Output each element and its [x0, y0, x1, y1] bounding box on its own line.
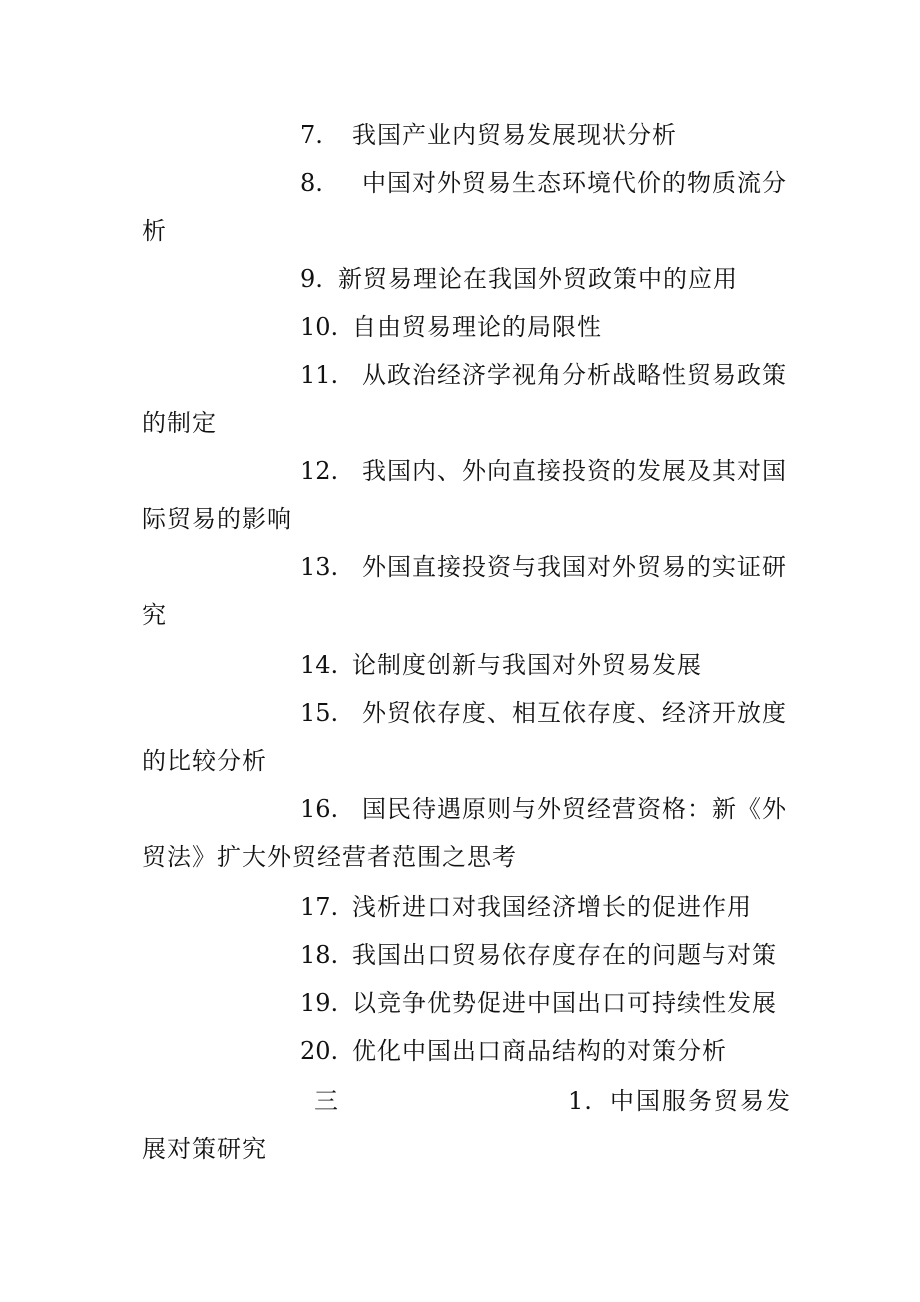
list-item	[0, 883, 920, 931]
item-number: 10.	[300, 313, 339, 341]
item-text: 我国产业内贸易发展现状分析	[352, 121, 677, 149]
item-number: 17.	[300, 893, 339, 921]
section-item-text-continuation: 展对策研究	[142, 1135, 267, 1163]
item-number: 20.	[300, 1037, 339, 1065]
item-text: 论制度创新与我国对外贸易发展	[352, 651, 702, 679]
item-number: 7.	[300, 121, 323, 149]
list-item	[0, 255, 920, 303]
list-item	[0, 641, 920, 689]
list-item-continuation	[0, 207, 920, 255]
item-number: 8.	[300, 169, 323, 197]
list-item-continuation	[0, 833, 920, 881]
item-text-continuation: 际贸易的影响	[142, 505, 292, 533]
item-text: 浅析进口对我国经济增长的促进作用	[352, 893, 752, 921]
list-item	[0, 689, 920, 737]
item-text: 以竞争优势促进中国出口可持续性发展	[352, 989, 777, 1017]
item-text: 中国对外贸易生态环境代价的物质流分	[362, 169, 787, 197]
list-item	[0, 931, 920, 979]
list-item	[0, 159, 920, 207]
item-text-continuation: 贸法》扩大外贸经营者范围之思考	[142, 843, 517, 871]
list-item-continuation	[0, 399, 920, 447]
item-text-continuation: 究	[142, 601, 167, 629]
list-item-continuation	[0, 495, 920, 543]
item-number: 11.	[300, 361, 339, 389]
item-number: 16.	[300, 795, 339, 823]
item-number: 18.	[300, 941, 339, 969]
list-item	[0, 1027, 920, 1075]
list-item	[0, 447, 920, 495]
item-number: 9.	[300, 265, 323, 293]
item-number: 19.	[300, 989, 339, 1017]
item-number: 15.	[300, 699, 339, 727]
item-text-continuation: 的比较分析	[142, 747, 267, 775]
item-text: 从政治经济学视角分析战略性贸易政策	[362, 361, 787, 389]
item-text-continuation: 析	[142, 217, 167, 245]
item-text: 新贸易理论在我国外贸政策中的应用	[338, 265, 738, 293]
item-text: 外贸依存度、相互依存度、经济开放度	[362, 699, 787, 727]
list-item	[0, 351, 920, 399]
section-heading	[0, 1077, 920, 1125]
list-item	[0, 543, 920, 591]
list-item	[0, 785, 920, 833]
item-number: 13.	[300, 553, 339, 581]
section-item-text: 中国服务贸易发	[610, 1087, 792, 1115]
section-continuation	[0, 1125, 920, 1173]
item-number: 12.	[300, 457, 339, 485]
item-text: 外国直接投资与我国对外贸易的实证研	[362, 553, 787, 581]
section-label: 三	[314, 1087, 339, 1115]
item-text: 我国内、外向直接投资的发展及其对国	[362, 457, 787, 485]
item-text: 优化中国出口商品结构的对策分析	[352, 1037, 727, 1065]
item-number: 14.	[300, 651, 339, 679]
item-text-continuation: 的制定	[142, 409, 217, 437]
item-text: 国民待遇原则与外贸经营资格：新《外	[362, 795, 787, 823]
list-item	[0, 979, 920, 1027]
list-item-continuation	[0, 737, 920, 785]
section-item-number: 1.	[568, 1087, 593, 1115]
item-text: 自由贸易理论的局限性	[352, 313, 602, 341]
item-text: 我国出口贸易依存度存在的问题与对策	[352, 941, 777, 969]
list-item	[0, 111, 920, 159]
list-item-continuation	[0, 591, 920, 639]
list-item	[0, 303, 920, 351]
